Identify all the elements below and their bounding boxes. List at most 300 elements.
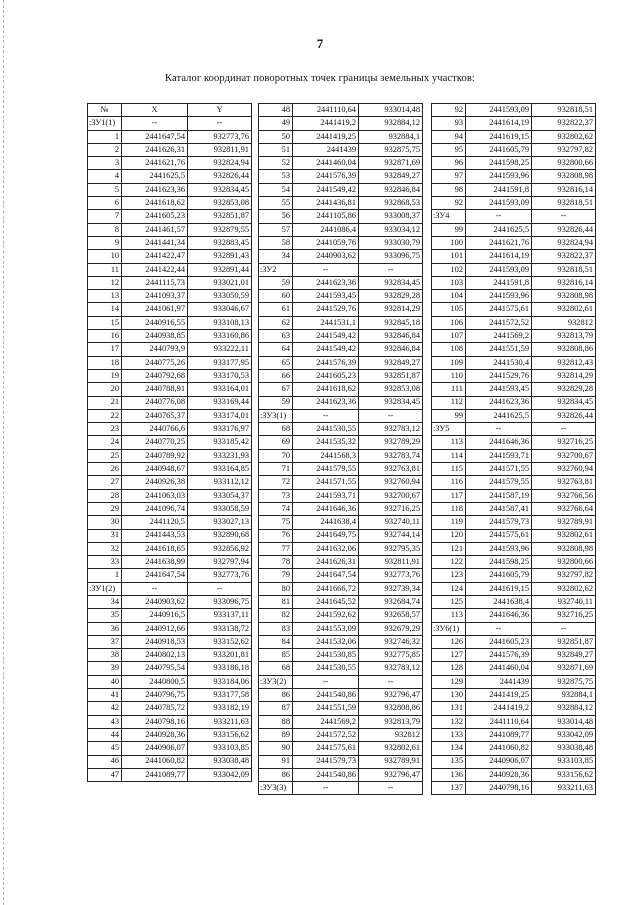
point-number-cell: 50 — [259, 130, 293, 143]
y-coordinate-cell: 933177,58 — [188, 689, 252, 702]
table-row — [432, 409, 596, 422]
table-row — [432, 236, 596, 249]
point-number-cell: 74 — [259, 502, 293, 515]
table-row — [88, 276, 252, 289]
table-row — [88, 529, 252, 542]
y-coordinate-cell: 933058,59 — [188, 502, 252, 515]
table-row — [432, 157, 596, 170]
y-coordinate-cell: 932883,45 — [188, 236, 252, 249]
table-row — [259, 343, 423, 356]
point-number-cell: 117 — [432, 489, 466, 502]
x-coordinate-cell: 2441572,52 — [293, 728, 359, 741]
table-row — [259, 742, 423, 755]
table-row — [432, 502, 596, 515]
table-row — [88, 489, 252, 502]
table-row — [259, 117, 423, 130]
y-coordinate-cell: 932763,81 — [532, 476, 596, 489]
y-coordinate-cell: 932849,27 — [359, 356, 423, 369]
x-coordinate-cell: -- — [122, 117, 188, 130]
x-coordinate-cell: 2440800,5 — [122, 675, 188, 688]
y-coordinate-cell: 932826,44 — [532, 223, 596, 236]
y-coordinate-cell: 932834,45 — [188, 183, 252, 196]
point-number-cell: 52 — [259, 157, 293, 170]
table-row — [432, 742, 596, 755]
point-number-cell: 23 — [88, 423, 122, 436]
point-number-cell: 15 — [88, 316, 122, 329]
point-number-cell: 76 — [259, 529, 293, 542]
y-coordinate-cell: 932797,82 — [532, 143, 596, 156]
y-coordinate-cell: 933182,19 — [188, 702, 252, 715]
y-coordinate-cell: 932797,82 — [532, 569, 596, 582]
table-row — [432, 356, 596, 369]
y-coordinate-cell: 932813,79 — [532, 330, 596, 343]
point-number-cell: 68 — [259, 423, 293, 436]
table-row — [432, 529, 596, 542]
point-number-cell: 100 — [432, 236, 466, 249]
x-coordinate-cell: 2441579,55 — [293, 463, 359, 476]
table-row — [88, 728, 252, 741]
x-coordinate-cell: 2441593,09 — [466, 104, 532, 117]
y-coordinate-cell: 932851,87 — [359, 369, 423, 382]
y-coordinate-cell: 933169,44 — [188, 396, 252, 409]
table-row — [432, 263, 596, 276]
y-coordinate-cell: 932814,29 — [359, 303, 423, 316]
y-coordinate-cell: 933156,62 — [188, 728, 252, 741]
table-row — [432, 675, 596, 688]
table-row — [432, 290, 596, 303]
x-coordinate-cell: 2441593,09 — [466, 263, 532, 276]
point-number-cell: 28 — [88, 489, 122, 502]
point-number-cell: 73 — [259, 489, 293, 502]
table-row — [259, 689, 423, 702]
x-coordinate-cell: 2441649,75 — [293, 529, 359, 542]
coordinates-table-1 — [87, 103, 252, 782]
x-coordinate-cell: 2441115,73 — [122, 276, 188, 289]
x-coordinate-cell: 2441460,04 — [293, 157, 359, 170]
point-number-cell: 34 — [259, 250, 293, 263]
table-row — [88, 569, 252, 582]
x-coordinate-cell: 2441593,71 — [293, 489, 359, 502]
y-coordinate-cell: 932796,47 — [359, 768, 423, 781]
table-row — [88, 649, 252, 662]
x-coordinate-cell: 2440928,36 — [122, 728, 188, 741]
x-coordinate-cell: 2441579,73 — [293, 755, 359, 768]
x-coordinate-cell: 2441614,19 — [466, 117, 532, 130]
x-coordinate-cell: 2441110,64 — [293, 104, 359, 117]
table-row — [432, 316, 596, 329]
x-coordinate-cell: 2440906,07 — [122, 742, 188, 755]
y-coordinate-cell: 932797,94 — [188, 556, 252, 569]
point-number-cell: 108 — [432, 343, 466, 356]
point-number-cell: 54 — [259, 183, 293, 196]
y-coordinate-cell: 932884,1 — [359, 130, 423, 143]
x-coordinate-cell: 2441605,79 — [466, 569, 532, 582]
y-coordinate-cell: 933176,97 — [188, 423, 252, 436]
point-number-cell: 51 — [259, 143, 293, 156]
table-row — [259, 715, 423, 728]
table-row — [259, 449, 423, 462]
point-number-cell: 90 — [259, 742, 293, 755]
x-coordinate-cell: 2440788,91 — [122, 383, 188, 396]
y-coordinate-cell: 933027,13 — [188, 516, 252, 529]
x-coordinate-cell: 2441060,82 — [122, 755, 188, 768]
x-coordinate-cell: 2441540,86 — [293, 768, 359, 781]
x-coordinate-cell: 2441623,36 — [293, 396, 359, 409]
y-coordinate-cell: 933038,48 — [188, 755, 252, 768]
point-number-cell: 16 — [88, 330, 122, 343]
y-coordinate-cell: 932795,35 — [359, 542, 423, 555]
point-number-cell: 27 — [88, 476, 122, 489]
table-row — [259, 250, 423, 263]
table-row — [259, 423, 423, 436]
table-row — [432, 582, 596, 595]
point-number-cell: 67 — [259, 383, 293, 396]
table-row — [88, 303, 252, 316]
point-number-cell: 41 — [88, 689, 122, 702]
y-coordinate-cell: 932826,44 — [188, 170, 252, 183]
table-row — [259, 290, 423, 303]
x-coordinate-cell: 2440912,66 — [122, 622, 188, 635]
x-coordinate-cell: 2441632,06 — [293, 542, 359, 555]
x-coordinate-cell: 2441592,62 — [293, 609, 359, 622]
y-coordinate-cell: 932849,27 — [359, 170, 423, 183]
x-coordinate-cell: 2440798,16 — [122, 715, 188, 728]
x-coordinate-cell: 2441422,47 — [122, 250, 188, 263]
y-coordinate-cell: 932773,76 — [188, 130, 252, 143]
table-row — [432, 369, 596, 382]
table-row — [259, 609, 423, 622]
x-coordinate-cell: 2441593,96 — [466, 170, 532, 183]
table-row — [259, 502, 423, 515]
y-coordinate-cell: 932813,79 — [359, 715, 423, 728]
table-row — [88, 316, 252, 329]
point-number-cell: 34 — [88, 595, 122, 608]
x-coordinate-cell: 2440916,55 — [122, 316, 188, 329]
y-coordinate-cell: 932856,92 — [188, 542, 252, 555]
table-row — [432, 755, 596, 768]
x-coordinate-cell: 2441549,42 — [293, 343, 359, 356]
table-row — [432, 170, 596, 183]
x-coordinate-cell: 2441093,37 — [122, 290, 188, 303]
y-coordinate-cell: 933174,01 — [188, 409, 252, 422]
point-number-cell: 11 — [88, 263, 122, 276]
point-number-cell: 33 — [88, 556, 122, 569]
table-row — [88, 675, 252, 688]
coordinates-table-2 — [258, 103, 423, 795]
point-number-cell: 3 — [88, 157, 122, 170]
x-coordinate-cell: 2441625,5 — [122, 170, 188, 183]
x-coordinate-cell: -- — [122, 582, 188, 595]
y-coordinate-cell: 932846,84 — [359, 183, 423, 196]
x-coordinate-cell: 2441625,5 — [466, 409, 532, 422]
x-coordinate-cell: 2441646,36 — [466, 436, 532, 449]
header-x: X — [122, 104, 188, 117]
x-coordinate-cell: 2441605,23 — [466, 635, 532, 648]
point-number-cell: 30 — [88, 516, 122, 529]
y-coordinate-cell: 932879,55 — [188, 223, 252, 236]
table-row — [259, 556, 423, 569]
x-coordinate-cell: 2441579,73 — [466, 516, 532, 529]
x-coordinate-cell: 2441439 — [466, 675, 532, 688]
point-number-cell: 21 — [88, 396, 122, 409]
point-number-cell: 71 — [259, 463, 293, 476]
y-coordinate-cell: 932824,94 — [532, 236, 596, 249]
table-row — [259, 595, 423, 608]
x-coordinate-cell: 2441623,36 — [466, 396, 532, 409]
table-row — [432, 223, 596, 236]
point-number-cell: 69 — [259, 436, 293, 449]
table-row — [432, 569, 596, 582]
x-coordinate-cell: 2440928,36 — [466, 768, 532, 781]
zone-header-row — [88, 582, 252, 595]
point-number-cell: 48 — [259, 104, 293, 117]
coordinates-table-3 — [431, 103, 596, 795]
table-row — [88, 383, 252, 396]
y-coordinate-cell: 932760,94 — [359, 476, 423, 489]
x-coordinate-cell: -- — [466, 210, 532, 223]
y-coordinate-cell: 932716,25 — [532, 436, 596, 449]
point-number-cell: 32 — [88, 542, 122, 555]
y-coordinate-cell: 933160,86 — [188, 330, 252, 343]
x-coordinate-cell: -- — [466, 622, 532, 635]
point-number-cell: 105 — [432, 303, 466, 316]
x-coordinate-cell: 2441575,61 — [293, 742, 359, 755]
point-number-cell: 123 — [432, 569, 466, 582]
x-coordinate-cell: 2441535,32 — [293, 436, 359, 449]
point-number-cell: 116 — [432, 476, 466, 489]
x-coordinate-cell: 2441593,45 — [466, 383, 532, 396]
x-coordinate-cell: 2441647,54 — [122, 569, 188, 582]
x-coordinate-cell: 2441569,2 — [466, 330, 532, 343]
point-number-cell: 93 — [432, 117, 466, 130]
table-row — [259, 728, 423, 741]
y-coordinate-cell: 932775,85 — [359, 649, 423, 662]
x-coordinate-cell: 2440903,62 — [293, 250, 359, 263]
x-coordinate-cell: 2441419,2 — [466, 702, 532, 715]
point-number-cell: 47 — [88, 768, 122, 781]
point-number-cell: 107 — [432, 330, 466, 343]
point-number-cell: 79 — [259, 569, 293, 582]
y-coordinate-cell: 932822,37 — [532, 117, 596, 130]
point-number-cell: 58 — [259, 236, 293, 249]
zone-header-row — [88, 117, 252, 130]
point-number-cell: 88 — [259, 715, 293, 728]
point-number-cell: 87 — [259, 702, 293, 715]
table-row — [259, 516, 423, 529]
table-row — [88, 755, 252, 768]
y-coordinate-cell: 932684,74 — [359, 595, 423, 608]
table-row — [432, 463, 596, 476]
y-coordinate-cell: 932808,86 — [532, 343, 596, 356]
point-number-cell: 42 — [88, 702, 122, 715]
point-number-cell: 103 — [432, 276, 466, 289]
point-number-cell: 129 — [432, 675, 466, 688]
page-edge-line — [3, 0, 4, 905]
x-coordinate-cell: 2440916,5 — [122, 609, 188, 622]
x-coordinate-cell: 2440926,38 — [122, 476, 188, 489]
x-coordinate-cell: -- — [466, 423, 532, 436]
table-row — [259, 276, 423, 289]
y-coordinate-cell: 932884,1 — [532, 689, 596, 702]
y-coordinate-cell: 932875,75 — [359, 143, 423, 156]
table-row — [432, 396, 596, 409]
x-coordinate-cell: 2441419,2 — [293, 117, 359, 130]
y-coordinate-cell: 932818,51 — [532, 104, 596, 117]
y-coordinate-cell: 932814,29 — [532, 369, 596, 382]
table-row — [259, 755, 423, 768]
y-coordinate-cell: -- — [359, 409, 423, 422]
table-row — [259, 635, 423, 648]
zone-header-row — [259, 409, 423, 422]
y-coordinate-cell: 933138,72 — [188, 622, 252, 635]
point-number-cell: 125 — [432, 595, 466, 608]
y-coordinate-cell: 933211,63 — [532, 782, 596, 795]
point-number-cell: 92 — [432, 197, 466, 210]
y-coordinate-cell: 932802,61 — [532, 529, 596, 542]
x-coordinate-cell: 2441587,41 — [466, 502, 532, 515]
y-coordinate-cell: -- — [188, 582, 252, 595]
point-number-cell: 121 — [432, 542, 466, 555]
point-number-cell: 45 — [88, 742, 122, 755]
table-row — [88, 143, 252, 156]
x-coordinate-cell: 2441461,57 — [122, 223, 188, 236]
table-row — [88, 609, 252, 622]
table-row — [88, 662, 252, 675]
y-coordinate-cell: 933231,93 — [188, 449, 252, 462]
zone-label-cell: :ЗУ4 — [432, 210, 466, 223]
x-coordinate-cell: 2441638,4 — [293, 516, 359, 529]
table-row — [432, 489, 596, 502]
y-coordinate-cell: 932846,84 — [359, 343, 423, 356]
x-coordinate-cell: 2441666,72 — [293, 582, 359, 595]
point-number-cell: 99 — [432, 409, 466, 422]
y-coordinate-cell: 933152,62 — [188, 635, 252, 648]
y-coordinate-cell: 933184,06 — [188, 675, 252, 688]
table-row — [88, 330, 252, 343]
y-coordinate-cell: 933046,67 — [188, 303, 252, 316]
table-row — [259, 170, 423, 183]
y-coordinate-cell: 933211,63 — [188, 715, 252, 728]
point-number-cell: 83 — [259, 622, 293, 635]
x-coordinate-cell: 2441530,4 — [466, 356, 532, 369]
table-row — [259, 197, 423, 210]
table-row — [259, 396, 423, 409]
y-coordinate-cell: 932875,75 — [532, 675, 596, 688]
point-number-cell: 43 — [88, 715, 122, 728]
x-coordinate-cell: 2441443,53 — [122, 529, 188, 542]
table-row — [432, 689, 596, 702]
point-number-cell: 77 — [259, 542, 293, 555]
table-row — [88, 768, 252, 781]
table-row — [259, 143, 423, 156]
point-number-cell: 22 — [88, 409, 122, 422]
x-coordinate-cell: 2441625,5 — [466, 223, 532, 236]
x-coordinate-cell: 2441551,59 — [293, 702, 359, 715]
table-row — [432, 383, 596, 396]
table-row — [432, 303, 596, 316]
y-coordinate-cell: 932802,61 — [359, 742, 423, 755]
y-coordinate-cell: 932808,86 — [359, 702, 423, 715]
point-number-cell: 6 — [88, 197, 122, 210]
x-coordinate-cell: 2440938,85 — [122, 330, 188, 343]
x-coordinate-cell: 2441618,62 — [122, 197, 188, 210]
x-coordinate-cell: 2441460,04 — [466, 662, 532, 675]
y-coordinate-cell: 932824,94 — [188, 157, 252, 170]
y-coordinate-cell: 932871,69 — [359, 157, 423, 170]
y-coordinate-cell: 932800,66 — [532, 556, 596, 569]
table-row — [432, 250, 596, 263]
x-coordinate-cell: 2440770,25 — [122, 436, 188, 449]
y-coordinate-cell: 933185,42 — [188, 436, 252, 449]
table-row — [259, 476, 423, 489]
y-coordinate-cell: 932802,61 — [532, 303, 596, 316]
x-coordinate-cell: 2441089,77 — [122, 768, 188, 781]
table-row — [88, 263, 252, 276]
point-number-cell: 62 — [259, 316, 293, 329]
x-coordinate-cell: 2440765,37 — [122, 409, 188, 422]
y-coordinate-cell: 932783,74 — [359, 449, 423, 462]
point-number-cell: 96 — [432, 157, 466, 170]
point-number-cell: 31 — [88, 529, 122, 542]
table-row — [259, 130, 423, 143]
x-coordinate-cell: 2440796,75 — [122, 689, 188, 702]
x-coordinate-cell: 2440789,92 — [122, 449, 188, 462]
point-number-cell: 130 — [432, 689, 466, 702]
x-coordinate-cell: 2441549,42 — [293, 183, 359, 196]
zone-label-cell: :ЗУ1(2) — [88, 582, 122, 595]
table-row — [259, 702, 423, 715]
y-coordinate-cell: 932808,98 — [532, 170, 596, 183]
point-number-cell: 112 — [432, 396, 466, 409]
point-number-cell: 122 — [432, 556, 466, 569]
y-coordinate-cell: 932834,45 — [359, 276, 423, 289]
table-row — [259, 649, 423, 662]
table-row — [88, 449, 252, 462]
table-row — [259, 183, 423, 196]
point-number-cell: 124 — [432, 582, 466, 595]
point-number-cell: 55 — [259, 197, 293, 210]
point-number-cell: 132 — [432, 715, 466, 728]
table-row — [432, 635, 596, 648]
x-coordinate-cell: 2441591,8 — [466, 276, 532, 289]
table-row — [88, 742, 252, 755]
point-number-cell: 85 — [259, 649, 293, 662]
y-coordinate-cell: 932800,66 — [532, 157, 596, 170]
point-number-cell: 110 — [432, 369, 466, 382]
x-coordinate-cell: 2441419,25 — [466, 689, 532, 702]
table-row — [259, 303, 423, 316]
point-number-cell: 82 — [259, 609, 293, 622]
point-number-cell: 26 — [88, 463, 122, 476]
point-number-cell: 106 — [432, 316, 466, 329]
table-row — [88, 369, 252, 382]
y-coordinate-cell: 933201,81 — [188, 649, 252, 662]
y-coordinate-cell: 932811,91 — [188, 143, 252, 156]
y-coordinate-cell: 932891,43 — [188, 250, 252, 263]
y-coordinate-cell: 932679,29 — [359, 622, 423, 635]
table-row — [432, 117, 596, 130]
point-number-cell: 89 — [259, 728, 293, 741]
x-coordinate-cell: 2441120,5 — [122, 516, 188, 529]
zone-header-row — [259, 675, 423, 688]
point-number-cell: 18 — [88, 356, 122, 369]
y-coordinate-cell: 932818,51 — [532, 263, 596, 276]
point-number-cell: 104 — [432, 290, 466, 303]
point-number-cell: 39 — [88, 662, 122, 675]
table-row — [88, 250, 252, 263]
y-coordinate-cell: 933096,75 — [359, 250, 423, 263]
table-row — [432, 183, 596, 196]
